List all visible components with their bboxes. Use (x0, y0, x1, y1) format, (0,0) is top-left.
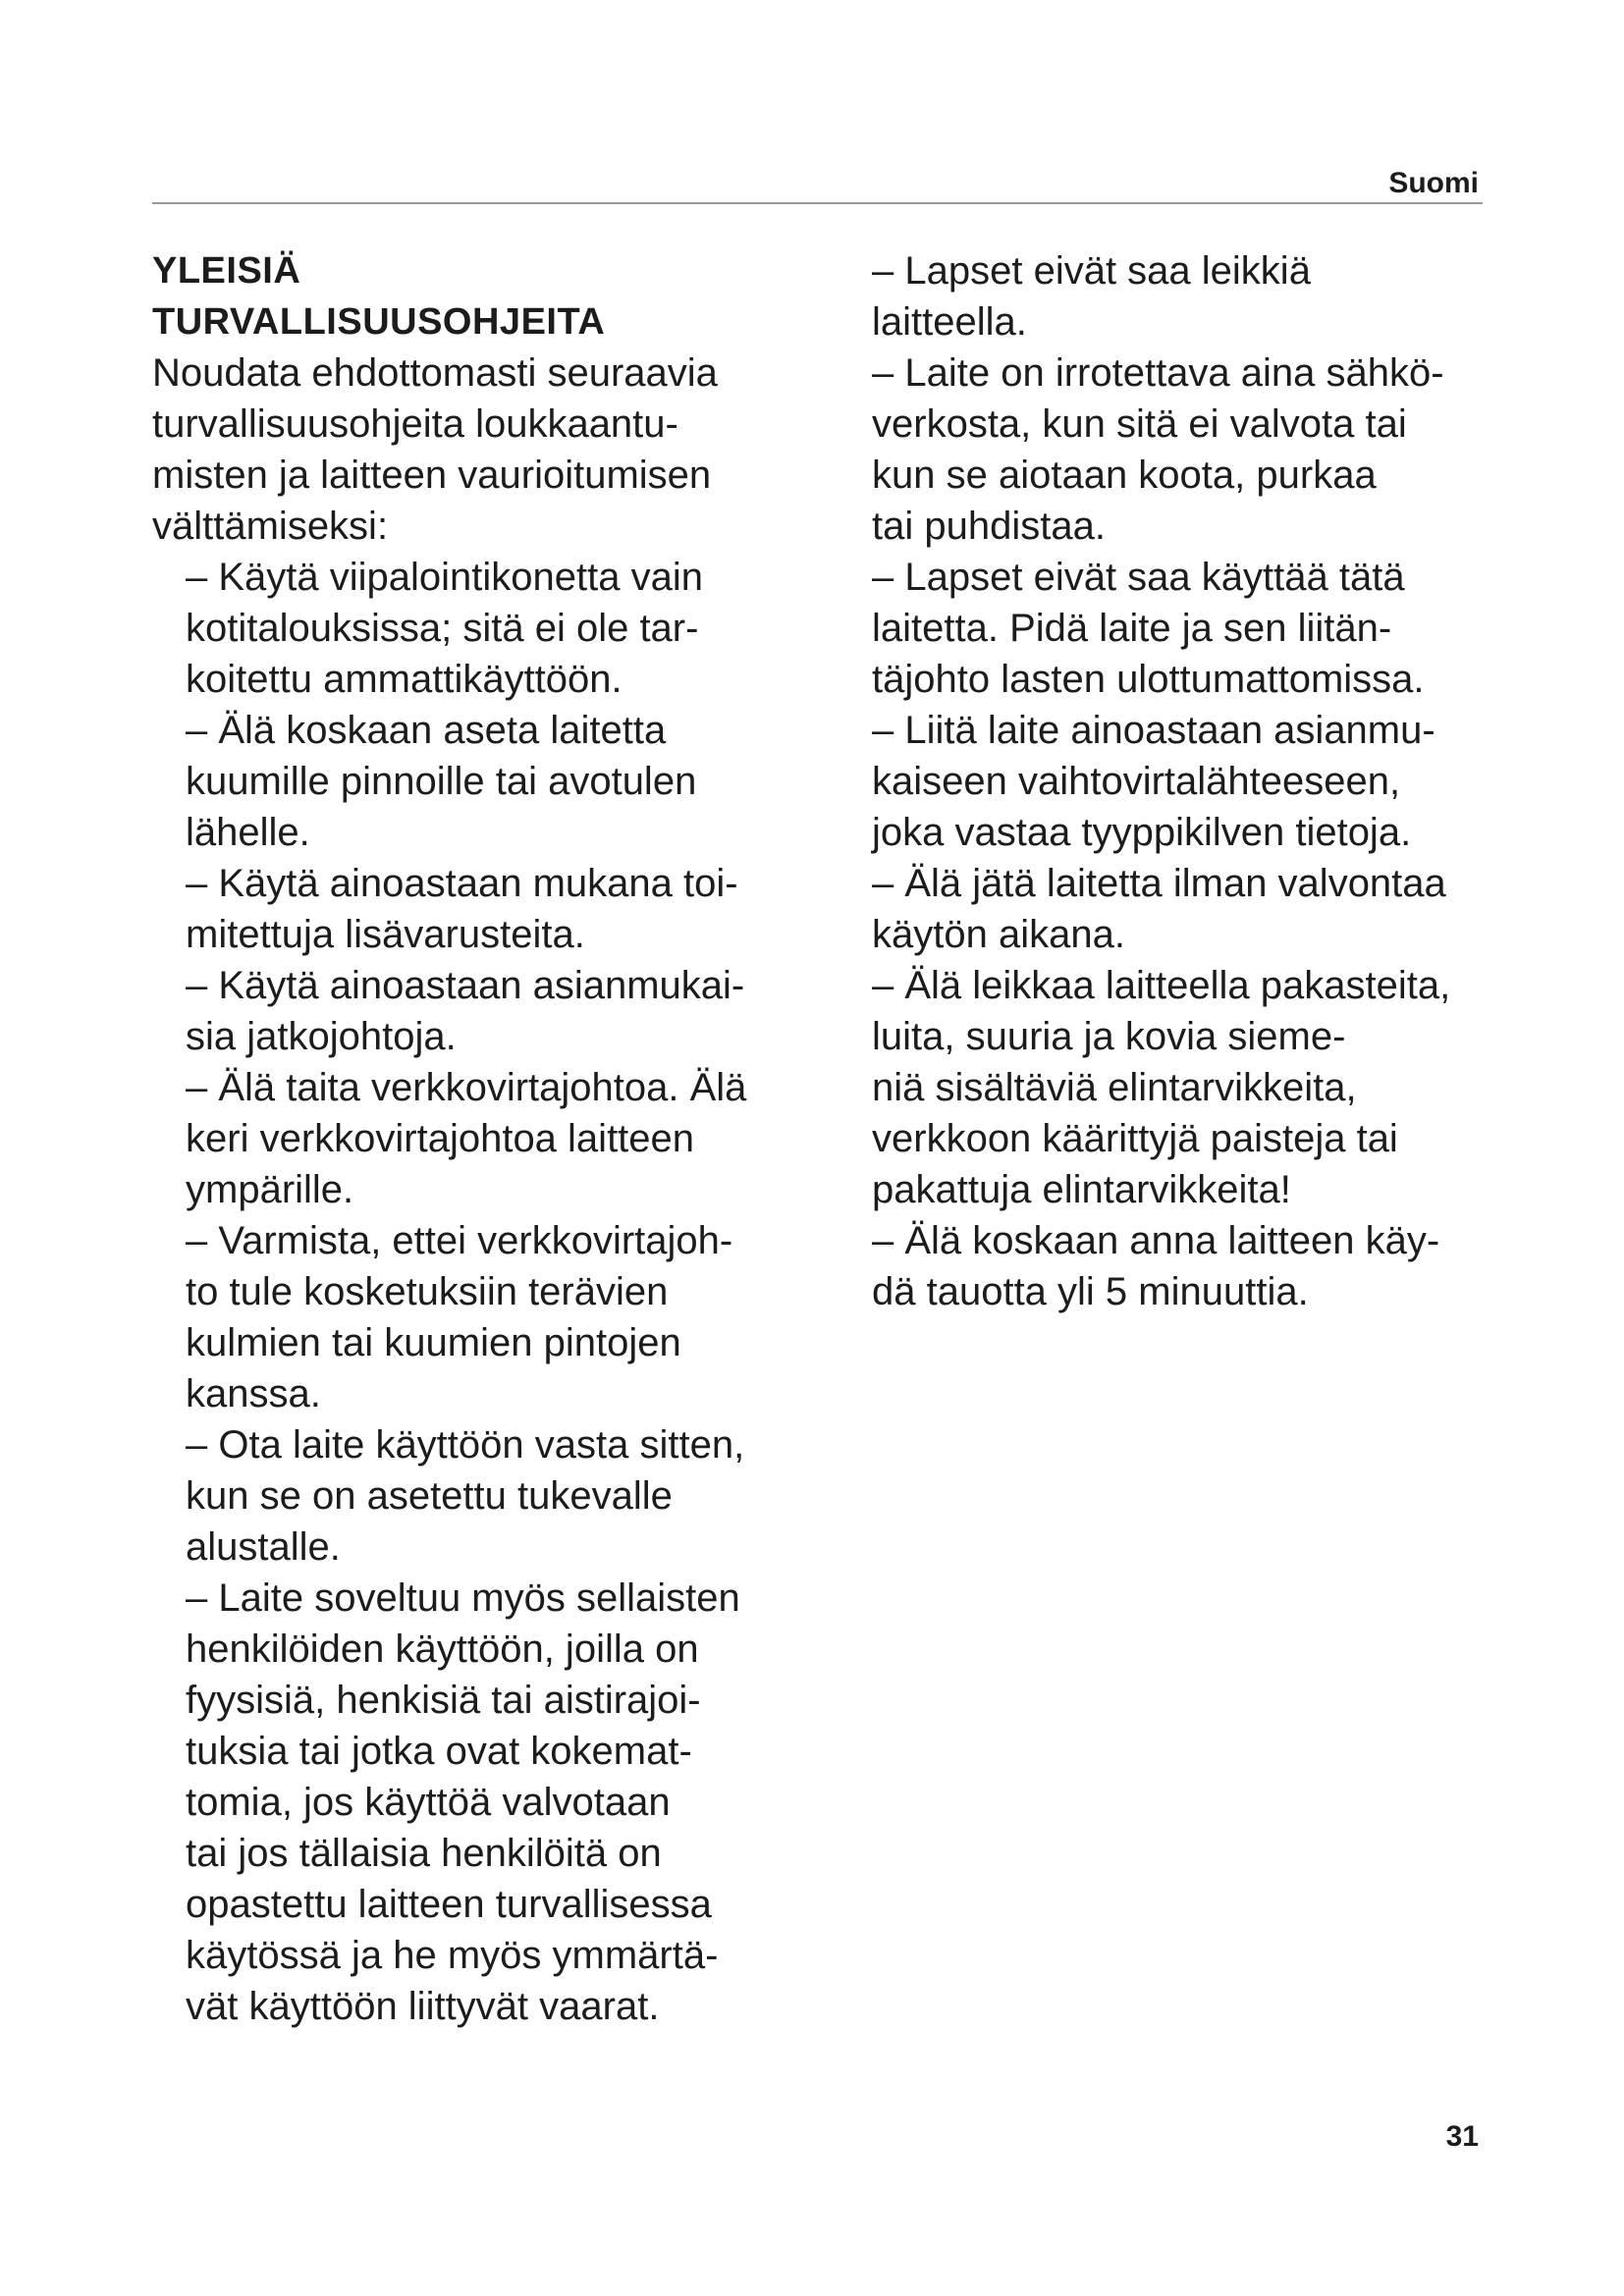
safety-item (186, 705, 839, 858)
safety-item-line: tai puhdistaa. (872, 505, 1106, 548)
safety-item (186, 552, 839, 705)
intro-line: misten ja laitteen vaurioitumisen (152, 454, 712, 497)
safety-item (872, 858, 1540, 960)
safety-item-line: tomia, jos käyttöä valvotaan (186, 1781, 671, 1824)
header-language: Suomi (1388, 167, 1479, 199)
safety-item-line: kuumille pinnoille tai avotulen (186, 760, 697, 803)
safety-item-line: fyysisiä, henkisiä tai aistirajoi- (186, 1679, 701, 1722)
safety-item-line: to tule kosketuksiin terävien (186, 1270, 669, 1313)
safety-item-line: kanssa. (186, 1372, 321, 1415)
safety-item-line: verkkoon käärittyjä paisteja tai (872, 1117, 1398, 1160)
heading-line: TURVALLISUUSOHJEITA (152, 301, 606, 343)
safety-item-line: alustalle. (186, 1525, 341, 1569)
safety-item-line: kotitalouksissa; sitä ei ole tar- (186, 607, 699, 650)
safety-item-line: – Älä koskaan aseta laitetta (186, 709, 667, 752)
safety-item-line: vät käyttöön liittyvät vaarat. (186, 1985, 660, 2028)
safety-item (872, 245, 1540, 347)
safety-item-line: mitettuja lisävarusteita. (186, 913, 585, 956)
safety-item-line: pakattuja elintarvikkeita! (872, 1168, 1291, 1211)
safety-item-line: – Älä taita verkkovirtajohtoa. Älä (186, 1066, 747, 1109)
safety-item-line: laitetta. Pidä laite ja sen liitän- (872, 607, 1392, 650)
intro-line: välttämiseksi: (152, 505, 389, 548)
page-number: 31 (1445, 2120, 1479, 2153)
safety-item-line: – Lapset eivät saa leikkiä (872, 249, 1311, 293)
safety-item (186, 858, 839, 960)
safety-item (186, 1215, 839, 1419)
safety-item-line: sia jatkojohtoja. (186, 1015, 457, 1058)
safety-item-line: – Käytä ainoastaan asianmukai- (186, 964, 745, 1007)
safety-item-line: – Älä leikkaa laitteella pakasteita, (872, 964, 1451, 1007)
safety-item-line: käytössä ja he myös ymmärtä- (186, 1934, 719, 1977)
safety-item-line: kaiseen vaihtovirtalähteeseen, (872, 760, 1401, 803)
safety-item-line: kun se aiotaan koota, purkaa (872, 454, 1377, 497)
safety-item-line: laitteella. (872, 300, 1027, 344)
safety-item (186, 1419, 839, 1573)
intro-line: turvallisuusohjeita loukkaantu- (152, 402, 678, 446)
left-column (152, 245, 839, 2032)
safety-item-line: täjohto lasten ulottumattomissa. (872, 658, 1425, 701)
safety-item-line: ympärille. (186, 1168, 354, 1211)
safety-item-line: – Älä jätä laitetta ilman valvontaa (872, 862, 1446, 905)
safety-item-line: tuksia tai jotka ovat kokemat- (186, 1730, 692, 1773)
safety-item-line: – Liitä laite ainoastaan asianmu- (872, 709, 1435, 752)
safety-item-line: luita, suuria ja kovia sieme- (872, 1015, 1346, 1058)
safety-item-line: verkosta, kun sitä ei valvota tai (872, 402, 1407, 446)
left-safety-list (152, 552, 839, 2032)
safety-item-line: – Älä koskaan anna laitteen käy- (872, 1219, 1440, 1262)
section-heading (152, 245, 839, 347)
heading-line: YLEISIÄ (152, 250, 301, 292)
safety-item-line: kun se on asetettu tukevalle (186, 1474, 673, 1518)
safety-item (872, 347, 1540, 552)
safety-item-line: – Varmista, ettei verkkovirtajoh- (186, 1219, 733, 1262)
safety-item (186, 1573, 839, 2032)
safety-item-line: käytön aikana. (872, 913, 1125, 956)
safety-item (872, 552, 1540, 705)
safety-item (872, 960, 1540, 1215)
safety-item-line: – Ota laite käyttöön vasta sitten, (186, 1423, 745, 1467)
safety-item-line: kulmien tai kuumien pintojen (186, 1321, 681, 1364)
safety-item-line: lähelle. (186, 811, 310, 854)
intro-paragraph (152, 347, 839, 552)
intro-line: Noudata ehdottomasti seuraavia (152, 351, 718, 395)
safety-item-line: joka vastaa tyyppikilven tietoja. (872, 811, 1412, 854)
safety-item-line: – Käytä viipalointikonetta vain (186, 556, 703, 599)
safety-item (872, 1215, 1540, 1317)
safety-item (186, 960, 839, 1062)
right-column (872, 245, 1540, 1317)
safety-item-line: – Laite soveltuu myös sellaisten (186, 1576, 740, 1620)
safety-item (872, 705, 1540, 858)
safety-item (186, 1062, 839, 1215)
safety-item-line: koitettu ammattikäyttöön. (186, 658, 623, 701)
right-safety-list (872, 245, 1540, 1317)
safety-item-line: tai jos tällaisia henkilöitä on (186, 1832, 662, 1875)
safety-item-line: dä tauotta yli 5 minuuttia. (872, 1270, 1309, 1313)
safety-item-line: henkilöiden käyttöön, joilla on (186, 1628, 699, 1671)
safety-item-line: – Käytä ainoastaan mukana toi- (186, 862, 738, 905)
header-divider (152, 202, 1483, 204)
safety-item-line: niä sisältäviä elintarvikkeita, (872, 1066, 1357, 1109)
safety-item-line: – Lapset eivät saa käyttää tätä (872, 556, 1405, 599)
safety-item-line: keri verkkovirtajohtoa laitteen (186, 1117, 695, 1160)
safety-item-line: – Laite on irrotettava aina sähkö- (872, 351, 1444, 395)
safety-item-line: opastettu laitteen turvallisessa (186, 1883, 712, 1926)
